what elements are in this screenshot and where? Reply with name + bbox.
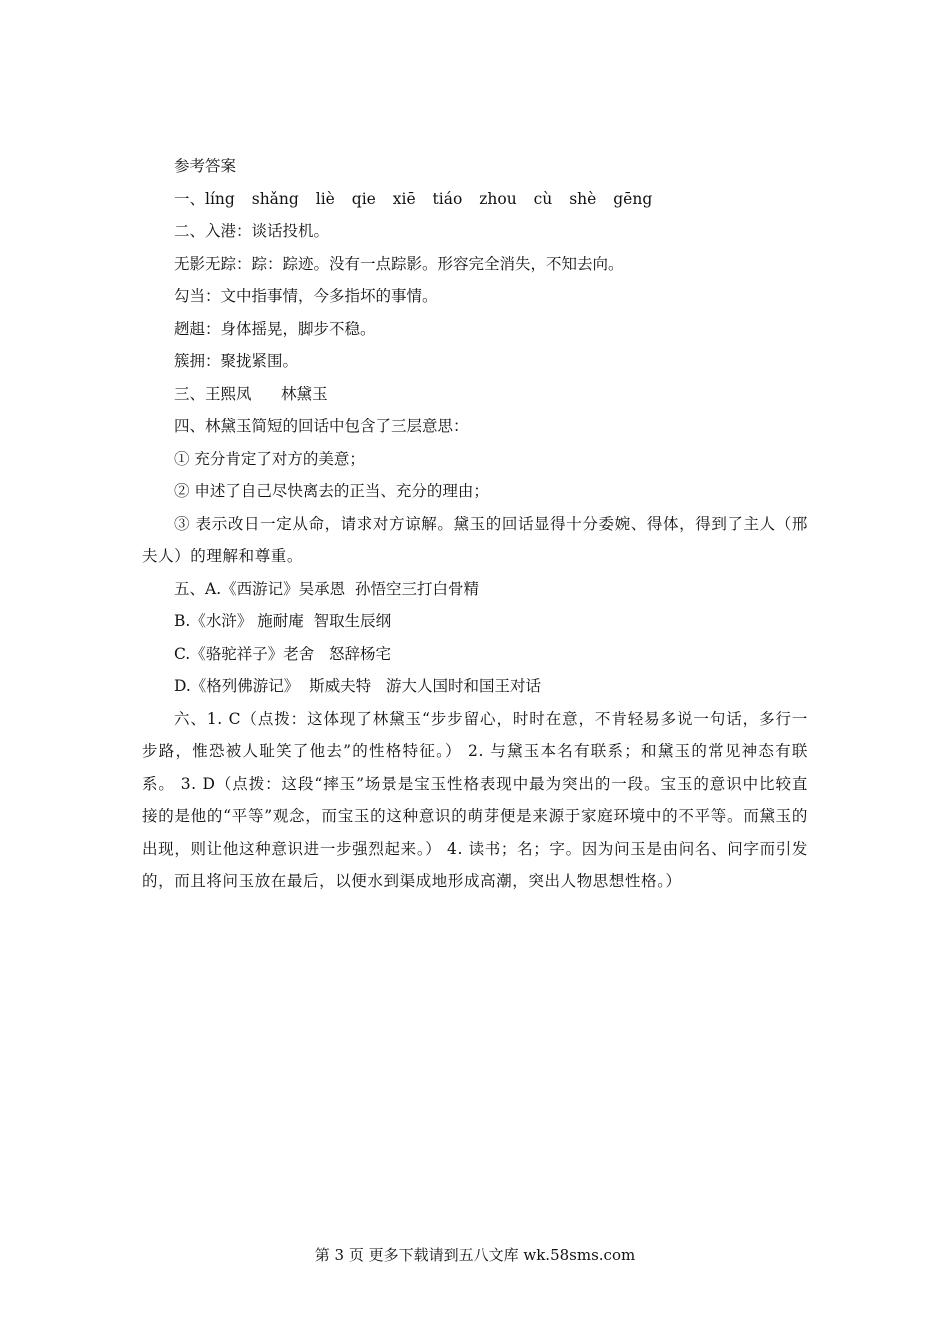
answer-5-d: D.《格列佛游记》 斯威夫特 游大人国时和国王对话 [174, 677, 541, 695]
page-footer: 第 3 页 更多下载请到五八文库 wk.58sms.com [314, 1246, 636, 1264]
answer-4-point-2: ② 申述了自己尽快离去的正当、充分的理由； [174, 482, 489, 500]
answer-2-term-4: 簇拥：聚拢紧围。 [174, 352, 299, 370]
answer-2-intro: 二、入港：谈话投机。 [174, 222, 330, 240]
answer-5-a: 五、A.《西游记》吴承恩 孙悟空三打白骨精 [174, 579, 479, 598]
answer-2-term-1: 无影无踪：踪：踪迹。没有一点踪影。形容完全消失，不知去向。 [174, 254, 624, 273]
answer-2-term-3: 趔趄：身体摇晃，脚步不稳。 [174, 319, 376, 338]
answer-6: 六、1. C（点拨：这体现了林黛玉“步步留心，时时在意，不肯轻易多说一句话，多行一步路，惟恐被人耻笑了他去”的性格特征。） 2. 与黛玉本名有联系；和黛玉的常见神态有联系。 3. D（点拨：这段“摔玉”场景是宝玉性格表现中最为突出的一段。宝玉的意识中比较直接的是他的“平等”观念，而宝玉的这种意识的萌芽便是来源于家庭环境中的不平等。而黛玉的出现，则让他这种意识进一步强烈起来。） 4. 读书；名；字。因为问玉是由问名、问字而引发的，而且将问玉放在最后，以便水到渠成地形成高潮，突出人物思想性格。） [142, 709, 808, 890]
answer-1-pinyin: 一、líng shǎng liè qie xiē tiáo zhou cù shè gēng [174, 189, 653, 208]
answer-content [142, 150, 808, 898]
answer-2-term-2: 勾当：文中指事情，今多指坏的事情。 [174, 287, 438, 305]
answer-5-c: C.《骆驼祥子》老舍 怒辞杨宅 [174, 644, 392, 663]
answer-4-intro: 四、林黛玉简短的回话中包含了三层意思： [174, 417, 469, 435]
answer-5-b: B.《水浒》 施耐庵 智取生辰纲 [174, 612, 392, 630]
answers-heading: 参考答案 [174, 157, 237, 175]
answer-4-point-1: ① 充分肯定了对方的美意； [174, 449, 365, 468]
answer-3: 三、王熙凤 林黛玉 [174, 384, 328, 403]
answer-4-point-3: ③ 表示改日一定从命，请求对方谅解。黛玉的回话显得十分委婉、得体，得到了主人（邢夫人）的理解和尊重。 [142, 514, 808, 565]
